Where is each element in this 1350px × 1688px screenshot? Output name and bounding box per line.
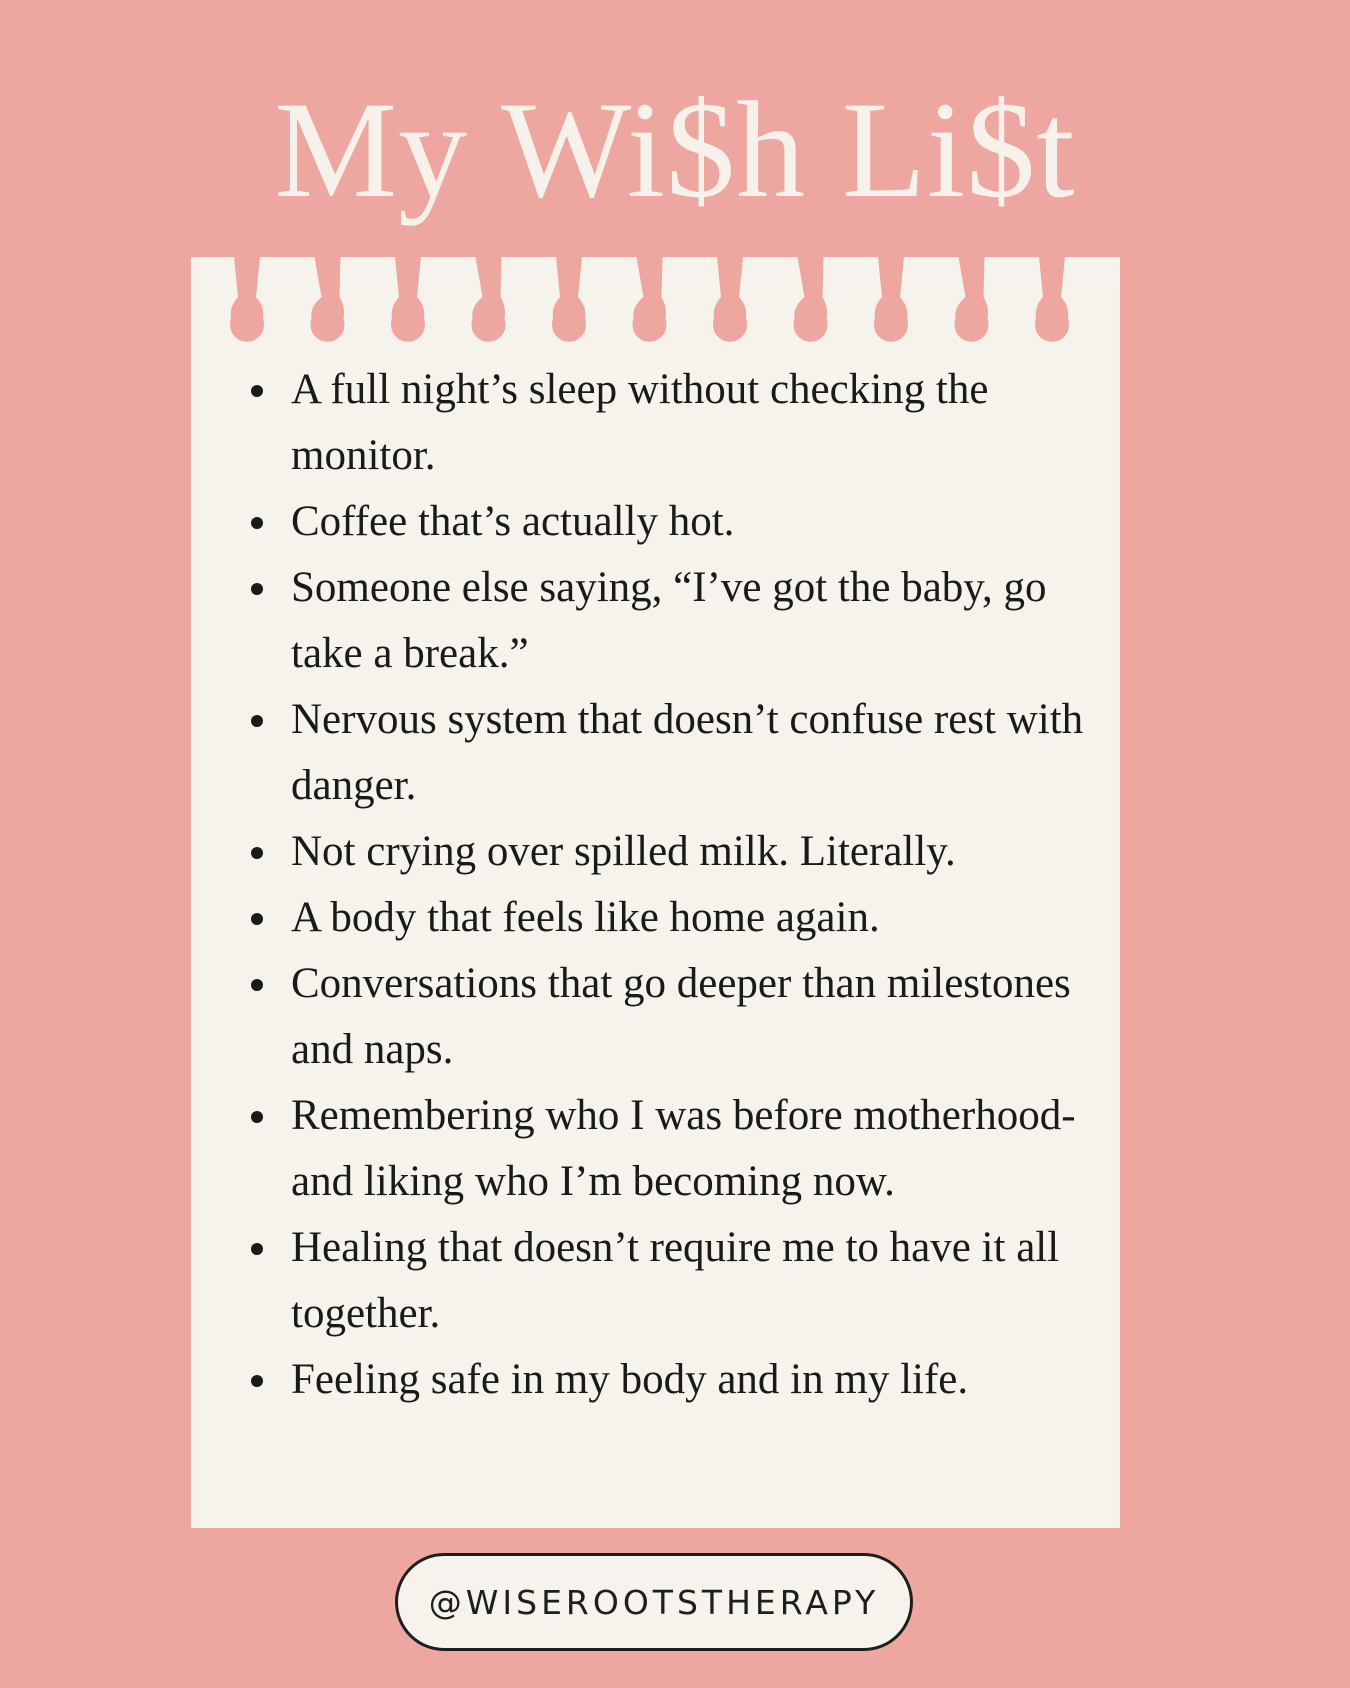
- wish-text: A body that feels like home again.: [291, 894, 880, 941]
- wish-text: A full night’s sleep without checking the monitor.: [291, 366, 989, 479]
- tear-drop: [230, 257, 264, 342]
- list-item: [291, 489, 1091, 555]
- list-item: [291, 555, 1091, 687]
- bullet-icon: [251, 1375, 263, 1387]
- tear-drop: [391, 257, 425, 342]
- bullet-icon: [251, 517, 263, 529]
- wish-text: Nervous system that doesn’t confuse rest with danger.: [291, 696, 1084, 809]
- wish-text: Coffee that’s actually hot.: [291, 498, 735, 545]
- bullet-icon: [251, 847, 263, 859]
- bullet-icon: [251, 1243, 263, 1255]
- wish-list: [291, 357, 1091, 1413]
- wish-text: Healing that doesn’t require me to have it all together.: [291, 1224, 1060, 1337]
- tear-drop: [874, 257, 908, 342]
- tear-drop: [713, 257, 747, 342]
- list-item: [291, 687, 1091, 819]
- bullet-icon: [251, 913, 263, 925]
- list-item: [291, 885, 1091, 951]
- list-item: [291, 1347, 1091, 1413]
- list-item: [291, 951, 1091, 1083]
- list-item: [291, 1083, 1091, 1215]
- wish-text: Not crying over spilled milk. Literally.: [291, 828, 956, 875]
- bullet-icon: [251, 583, 263, 595]
- tear-drop: [794, 257, 828, 342]
- list-item: [291, 1215, 1091, 1347]
- tear-drop: [552, 257, 586, 342]
- list-item: [291, 357, 1091, 489]
- tear-drop: [1035, 257, 1069, 342]
- tear-drop: [955, 257, 989, 342]
- tear-drop: [633, 257, 667, 342]
- wish-text: Remembering who I was before motherhood- and liking who I’m becoming now.: [291, 1092, 1076, 1205]
- page-title: My Wi$h Li$t: [274, 73, 1076, 226]
- torn-paper-edge: [191, 257, 1120, 357]
- wish-text: Feeling safe in my body and in my life.: [291, 1356, 969, 1403]
- bullet-icon: [251, 715, 263, 727]
- bullet-icon: [251, 979, 263, 991]
- tear-drop: [471, 257, 505, 342]
- list-item: [291, 819, 1091, 885]
- wish-text: Someone else saying, “I’ve got the baby, go take a break.”: [291, 564, 1047, 677]
- social-handle-text: @WISEROOTSTHERAPY: [428, 1582, 880, 1622]
- wish-list-card: [191, 257, 1120, 1528]
- wish-text: Conversations that go deeper than milestones and naps.: [291, 960, 1071, 1073]
- bullet-icon: [251, 385, 263, 397]
- tear-drop: [311, 257, 345, 342]
- bullet-icon: [251, 1111, 263, 1123]
- social-handle-badge[interactable]: [395, 1553, 913, 1651]
